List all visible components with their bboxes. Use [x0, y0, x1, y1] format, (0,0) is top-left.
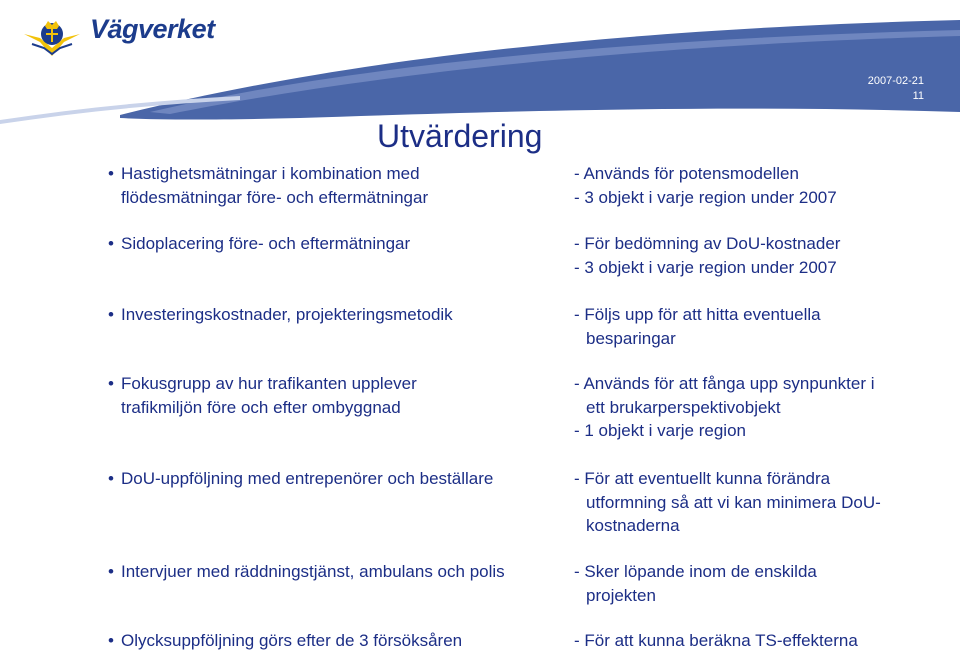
right-item-line: ett brukarperspektivobjekt	[586, 397, 781, 417]
crown-emblem-icon	[22, 12, 82, 58]
left-item-line: flödesmätningar före- och eftermätningar	[121, 187, 429, 207]
left-item	[108, 372, 578, 419]
right-item	[574, 162, 954, 209]
left-item-line: trafikmiljön före och efter ombyggnad	[121, 397, 401, 417]
right-item-line: projekten	[586, 585, 656, 605]
vagverket-logo	[22, 12, 215, 60]
right-item-line: - Följs upp för att hitta eventuella	[574, 305, 821, 324]
bullet-icon: •	[108, 305, 114, 324]
bullet-icon: •	[108, 234, 114, 253]
bullet-icon: •	[108, 469, 114, 488]
left-item-line: DoU-uppföljning med entrepenörer och beställare	[121, 469, 494, 488]
left-item	[108, 560, 578, 584]
logo-wordmark: Vägverket	[90, 14, 215, 44]
left-item-line: Fokusgrupp av hur trafikanten upplever	[121, 374, 417, 393]
right-item-line: - Sker löpande inom de enskilda	[574, 562, 817, 581]
right-item-line: - För att kunna beräkna TS-effekterna	[574, 631, 858, 650]
right-item	[574, 232, 954, 279]
right-item	[574, 303, 954, 350]
bullet-icon: •	[108, 631, 114, 650]
left-item-line: Intervjuer med räddningstjänst, ambulans och polis	[121, 562, 505, 581]
bullet-icon: •	[108, 164, 114, 183]
right-item-line: besparingar	[586, 328, 676, 348]
right-item-line: utformning så att vi kan minimera DoU-	[586, 492, 881, 512]
left-item-line: Hastighetsmätningar i kombination med	[121, 164, 420, 183]
left-item	[108, 629, 578, 653]
left-item-line: Sidoplacering före- och eftermätningar	[121, 234, 411, 253]
right-item	[574, 560, 954, 607]
left-item	[108, 303, 578, 327]
bullet-icon: •	[108, 374, 114, 393]
left-item-line: Olycksuppföljning görs efter de 3 försöksåren	[121, 631, 463, 650]
right-item-line: - 3 objekt i varje region under 2007	[574, 187, 837, 207]
bullet-icon: •	[108, 562, 114, 581]
right-item	[574, 372, 954, 443]
slide-date: 2007-02-21	[867, 75, 924, 87]
right-item-line: - Används för potensmodellen	[574, 164, 799, 183]
right-item-line: - För bedömning av DoU-kostnader	[574, 234, 841, 253]
right-item-line: - 3 objekt i varje region under 2007	[574, 257, 837, 277]
right-item	[574, 467, 954, 538]
slide-number: 11	[912, 90, 924, 102]
right-item-line: - Används för att fånga upp synpunkter i	[574, 374, 875, 393]
left-item-line: Investeringskostnader, projekteringsmetodik	[121, 305, 453, 324]
left-item	[108, 467, 578, 491]
right-item-line: - För att eventuellt kunna förändra	[574, 469, 831, 488]
right-item-line: kostnaderna	[586, 516, 680, 535]
right-item-line: - 1 objekt i varje region	[574, 421, 746, 440]
slide-meta	[868, 74, 924, 104]
slide-title: Utvärdering	[377, 118, 543, 154]
left-item	[108, 232, 578, 256]
left-item	[108, 162, 578, 209]
right-item	[574, 629, 954, 653]
